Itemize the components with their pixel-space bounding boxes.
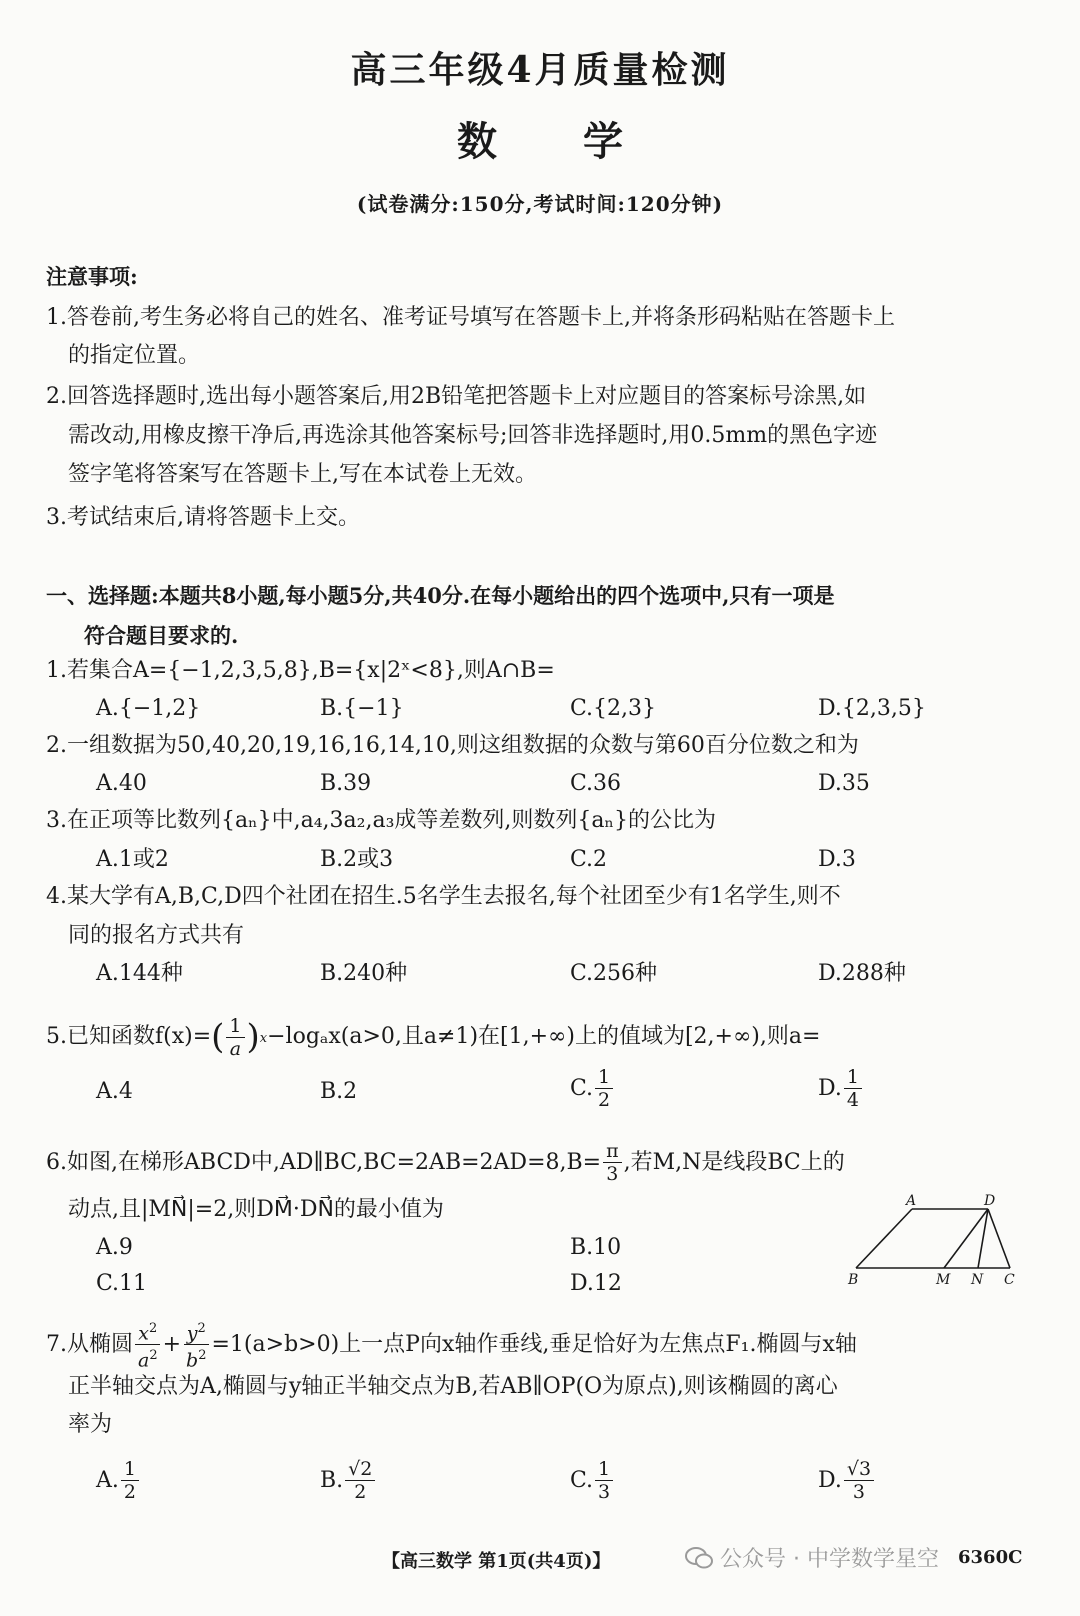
question-2-option-b: B.39	[320, 771, 372, 796]
question-5-stem-pre: 5.已知函数f(x)=	[46, 1024, 212, 1049]
watermark	[684, 1542, 939, 1573]
notice-item-2-line-2: 需改动,用橡皮擦干净后,再选涂其他答案标号;回答非选择题时,用0.5mm的黑色字迹	[68, 423, 878, 448]
question-3-option-d: D.3	[818, 847, 856, 872]
question-2-option-a: A.40	[96, 771, 147, 796]
page-footer: 【高三数学 第1页(共4页)】	[382, 1551, 611, 1572]
trapezoid-figure	[840, 1192, 1030, 1287]
question-5-option-c: C. $\frac{1}{2}$	[570, 1066, 615, 1111]
question-4-stem-line-1: 4.某大学有A,B,C,D四个社团在招生.5名学生去报名,每个社团至少有1名学生,则不	[46, 884, 841, 909]
figure-label-b: B	[848, 1272, 859, 1287]
question-3-stem: 3.在正项等比数列{aₙ}中,a₄,3a₂,a₃成等差数列,则数列{aₙ}的公比为	[46, 808, 717, 833]
subject-char-2: 学	[583, 118, 623, 165]
figure-label-n: N	[971, 1272, 984, 1287]
question-4-option-d: D.288种	[818, 961, 906, 986]
question-3-option-a: A.1或2	[96, 847, 169, 872]
question-5-stem-post: −logₐx(a>0,且a≠1)在[1,+∞)上的值域为[2,+∞),则a=	[267, 1024, 821, 1049]
question-5-option-b: B.2	[320, 1079, 358, 1104]
question-3-option-c: C.2	[570, 847, 608, 872]
exam-subtitle: (试卷满分:150分,考试时间:120分钟)	[356, 192, 724, 216]
question-7-stem-line-2: 正半轴交点为A,椭圆与y轴正半轴交点为B,若AB∥OP(O为原点),则该椭圆的离心	[68, 1374, 838, 1399]
section-1-heading-line-1: 一、选择题:本题共8小题,每小题5分,共40分.在每小题给出的四个选项中,只有一项是	[46, 583, 835, 608]
question-6-option-b: B.10	[570, 1235, 622, 1260]
question-5-stem: 5.已知函数f(x)= ( $\frac{1}{a}$ ) x −logₐx(a>0,且a≠1)在[1,+∞)上的值域为[2,+∞),则a=	[46, 1010, 820, 1064]
question-7-option-b: B. $\frac{√2}{2}$	[320, 1458, 377, 1503]
question-4-stem-line-2: 同的报名方式共有	[68, 923, 245, 948]
question-4-option-a: A.144种	[96, 961, 183, 986]
question-6-stem-line-2: 动点,且|MN⃗|=2,则DM⃗·DN⃗的最小值为	[68, 1197, 444, 1222]
q7-fraction-x: $\frac{x^2}{a^2}$	[135, 1318, 161, 1372]
question-1-option-d: D.{2,3,5}	[818, 696, 926, 721]
exam-title: 高三年级4月质量检测	[350, 49, 730, 91]
question-1-option-b: B.{−1}	[320, 696, 404, 721]
question-7-option-c: C. $\frac{1}{3}$	[570, 1458, 615, 1503]
question-6-stem-line-1: 6.如图,在梯形ABCD中,AD∥BC,BC=2AB=2AD=8,B= $\frac{\pi}{3}$ ,若M,N是线段BC上的	[46, 1140, 845, 1185]
question-1-stem: 1.若集合A={−1,2,3,5,8},B={x|2ˣ<8},则A∩B=	[46, 658, 555, 683]
question-6-option-a: A.9	[96, 1235, 133, 1260]
notice-item-2-line-3: 签字笔将答案写在答题卡上,写在本试卷上无效。	[68, 462, 537, 487]
notice-item-2-line-1: 2.回答选择题时,选出每小题答案后,用2B铅笔把答题卡上对应题目的答案标号涂黑,如	[46, 384, 867, 409]
question-1-option-a: A.{−1,2}	[96, 696, 201, 721]
question-5-fraction: $\frac{1}{a}$	[226, 1015, 244, 1060]
question-6-option-c: C.11	[96, 1271, 148, 1296]
question-7-stem-line-1: 7.从椭圆 $\frac{x^2}{a^2}$ + $\frac{y^2}{b^2}$ =1(a>b>0)上一点P向x轴作垂线,垂足恰好为左焦点F₁.椭圆与x轴	[46, 1318, 857, 1372]
q7-fraction-y: $\frac{y^2}{b^2}$	[183, 1318, 209, 1372]
question-1-option-c: C.{2,3}	[570, 696, 657, 721]
paper-code: 6360C	[958, 1547, 1023, 1568]
figure-label-c: C	[1004, 1272, 1015, 1287]
question-2-stem: 2.一组数据为50,40,20,19,16,16,14,10,则这组数据的众数与第60百分位数之和为	[46, 733, 859, 758]
figure-label-d: D	[984, 1193, 996, 1209]
notice-heading: 注意事项:	[46, 264, 138, 289]
notice-item-1-line-1: 1.答卷前,考生务必将自己的姓名、准考证号填写在答题卡上,并将条形码粘贴在答题卡上	[46, 305, 895, 330]
watermark-text: 公众号 · 中学数学星空	[720, 1547, 939, 1572]
question-5-option-a: A.4	[96, 1079, 133, 1104]
subject-char-1: 数	[457, 118, 497, 165]
question-4-option-c: C.256种	[570, 961, 658, 986]
subject-title	[0, 110, 1080, 167]
wechat-icon	[684, 1545, 714, 1571]
question-7-stem-line-3: 率为	[68, 1412, 113, 1437]
figure-label-a: A	[906, 1193, 917, 1209]
question-7-option-d: D. $\frac{√3}{3}$	[818, 1458, 876, 1503]
question-5-option-d: D. $\frac{1}{4}$	[818, 1066, 864, 1111]
question-2-option-c: C.36	[570, 771, 622, 796]
question-7-option-a: A. $\frac{1}{2}$	[96, 1458, 141, 1503]
figure-label-m: M	[936, 1272, 951, 1287]
question-4-option-b: B.240种	[320, 961, 408, 986]
question-2-option-d: D.35	[818, 771, 870, 796]
notice-item-1-line-2: 的指定位置。	[68, 343, 201, 368]
notice-item-3: 3.考试结束后,请将答题卡上交。	[46, 505, 360, 530]
question-3-option-b: B.2或3	[320, 847, 394, 872]
section-1-heading-line-2: 符合题目要求的.	[84, 623, 239, 648]
question-6-option-d: D.12	[570, 1271, 622, 1296]
